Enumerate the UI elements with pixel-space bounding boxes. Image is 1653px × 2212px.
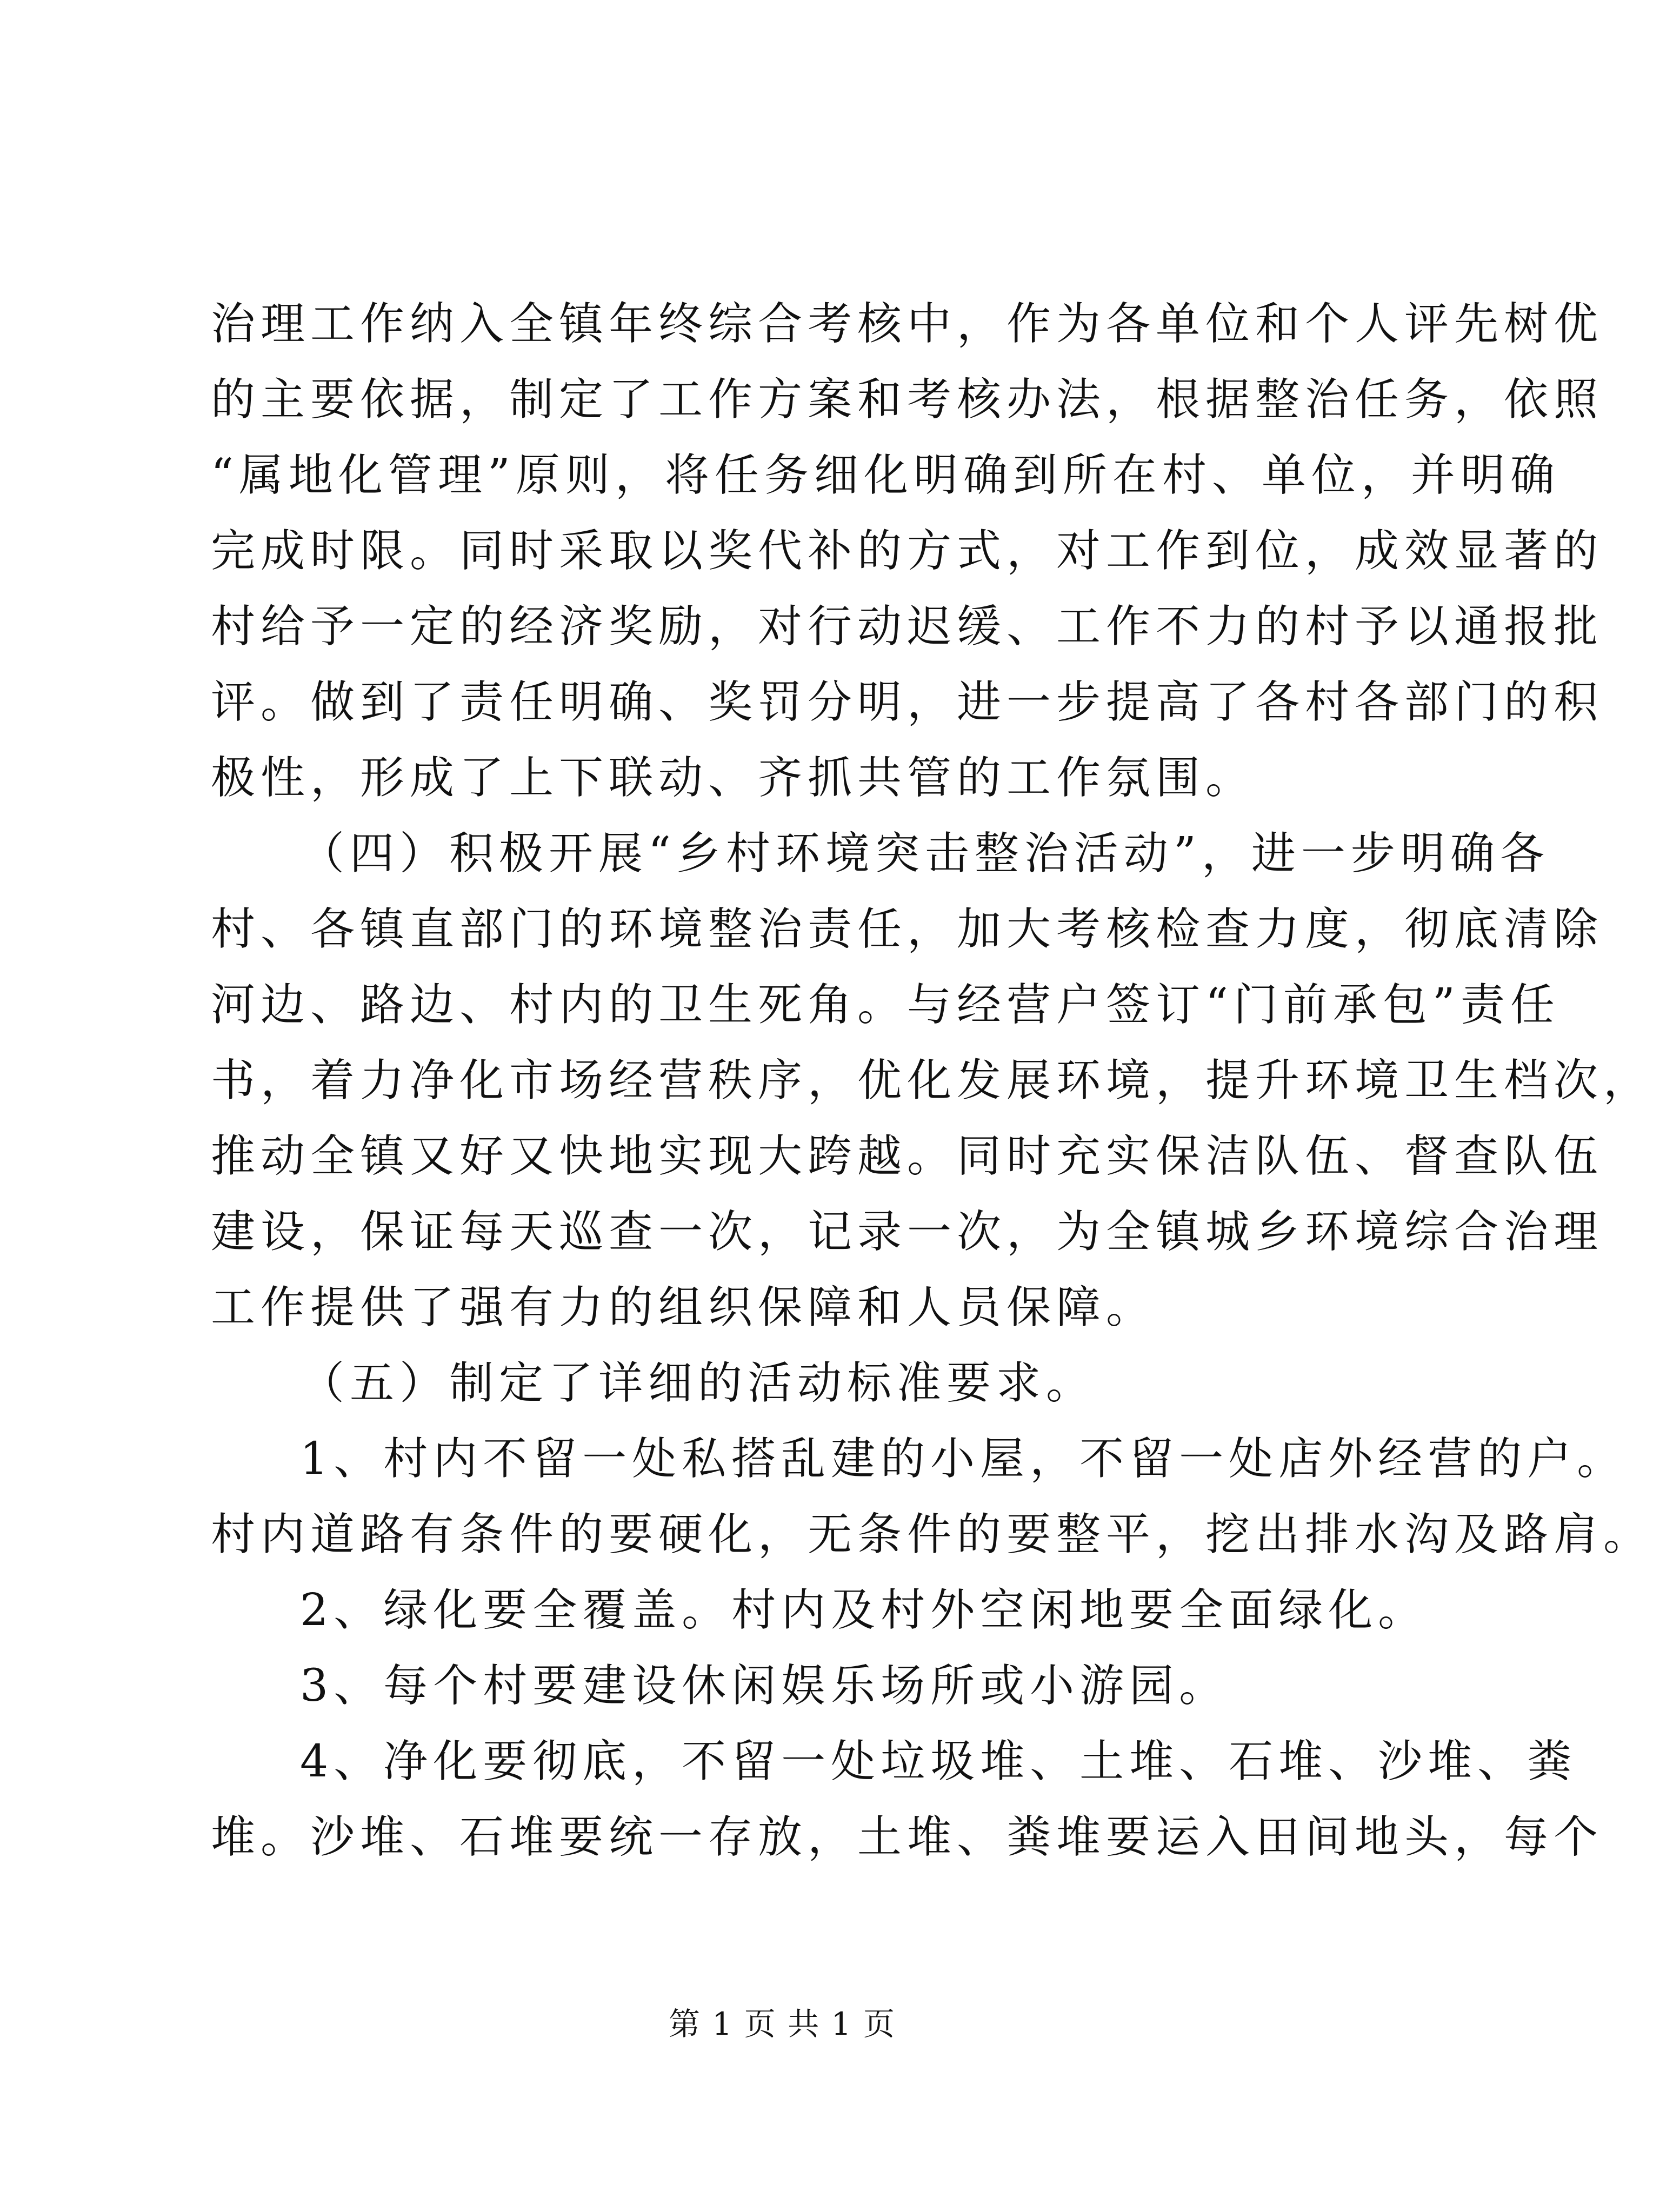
text-line: 书，着力净化市场经营秩序，优化发展环境，提升环境卫生档次，: [211, 1055, 1653, 1106]
paragraph-start-line: 1、村内不留一处私搭乱建的小屋，不留一处店外经营的户。: [300, 1433, 1627, 1485]
paragraph-start-line: （五）制定了详细的活动标准要求。: [300, 1358, 1096, 1409]
paragraph-start-line: （四）积极开展“乡村环境突击整治活动”，进一步明确各: [300, 828, 1550, 879]
paragraph-start-line: 3、每个村要建设休闲娱乐场所或小游园。: [300, 1660, 1229, 1712]
text-line: 村、各镇直部门的环境整治责任，加大考核检查力度，彻底清除: [211, 904, 1604, 955]
text-line: 的主要依据，制定了工作方案和考核办法，根据整治任务，依照: [211, 374, 1604, 425]
paragraph-start-line: 2、绿化要全覆盖。村内及村外空闲地要全面绿化。: [300, 1585, 1428, 1636]
text-line: 完成时限。同时采取以奖代补的方式，对工作到位，成效显著的: [211, 525, 1604, 577]
text-line: 河边、路边、村内的卫生死角。与经营户签订“门前承包”责任: [211, 979, 1560, 1031]
text-line: 工作提供了强有力的组织保障和人员保障。: [211, 1282, 1156, 1333]
text-line: “属地化管理”原则，将任务细化明确到所在村、单位，并明确: [211, 450, 1560, 501]
paragraph-start-line: 4、净化要彻底，不留一处垃圾堆、土堆、石堆、沙堆、粪: [300, 1736, 1577, 1787]
text-line: 建设，保证每天巡查一次，记录一次，为全镇城乡环境综合治理: [211, 1206, 1604, 1258]
text-line: 极性，形成了上下联动、齐抓共管的工作氛围。: [211, 752, 1256, 804]
text-line: 堆。沙堆、石堆要统一存放，土堆、粪堆要运入田间地头，每个: [211, 1812, 1604, 1863]
text-line: 推动全镇又好又快地实现大跨越。同时充实保洁队伍、督查队伍: [211, 1131, 1604, 1182]
text-line: 村给予一定的经济奖励，对行动迟缓、工作不力的村予以通报批: [211, 601, 1604, 652]
page-footer: 第 1 页 共 1 页: [669, 2006, 896, 2042]
text-line: 村内道路有条件的要硬化，无条件的要整平，挖出排水沟及路肩。: [211, 1509, 1653, 1560]
text-line: 评。做到了责任明确、奖罚分明，进一步提高了各村各部门的积: [211, 677, 1604, 728]
text-line: 治理工作纳入全镇年终综合考核中，作为各单位和个人评先树优: [211, 298, 1604, 350]
